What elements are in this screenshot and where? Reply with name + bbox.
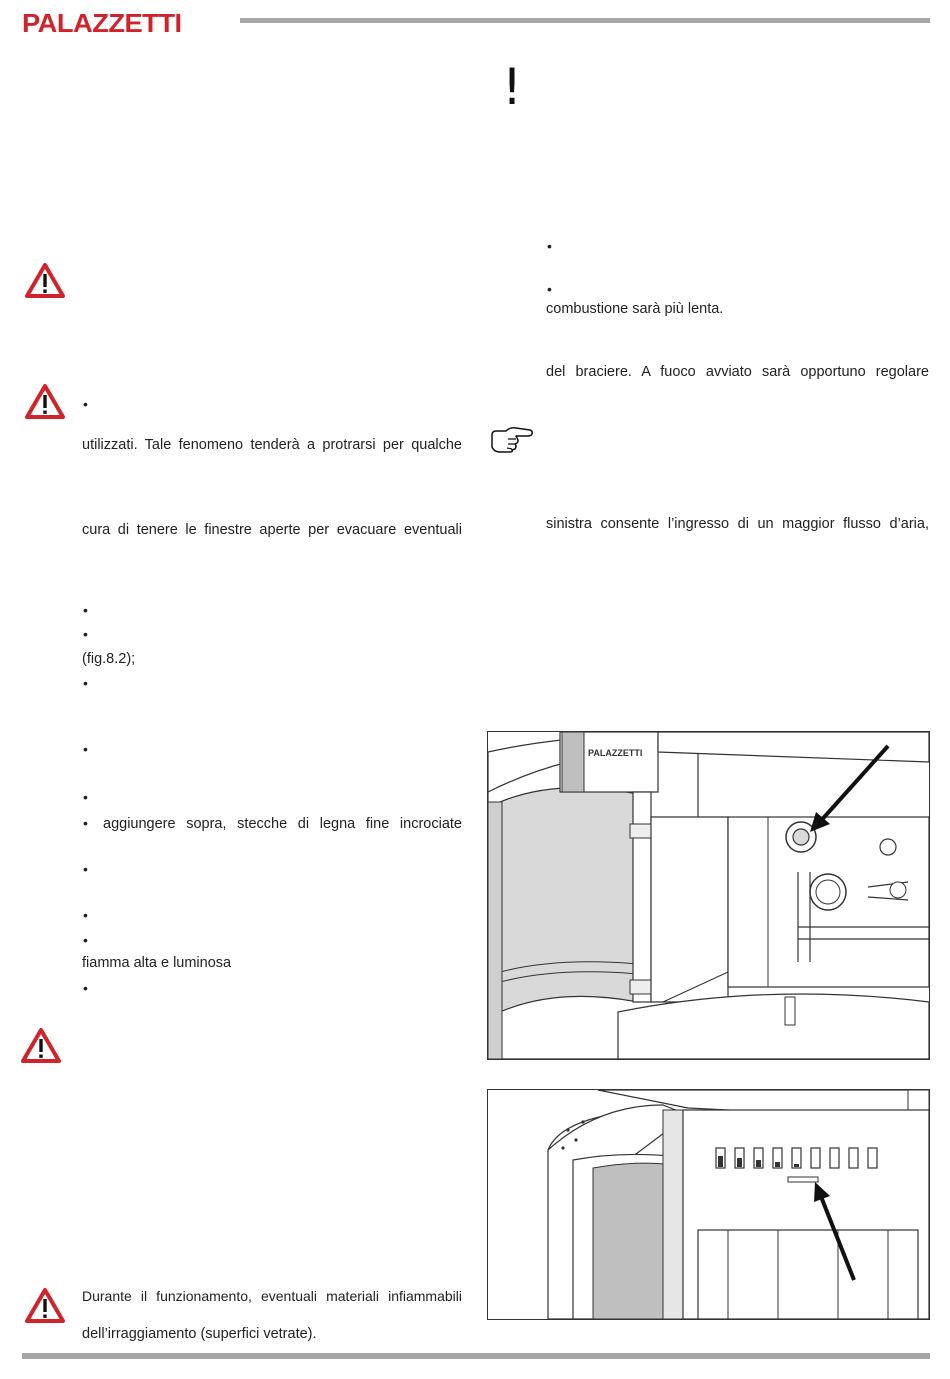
warning-triangle-icon bbox=[24, 1287, 66, 1325]
figure-brand-label: PALAZZETTI bbox=[588, 748, 643, 758]
figure-stove-air-slots bbox=[487, 1089, 930, 1320]
bullet: • bbox=[83, 861, 88, 877]
bullet: • bbox=[83, 396, 88, 412]
bullet: • bbox=[547, 281, 552, 297]
text-line: sinistra consente l’ingresso di un maggior flusso d’aria, bbox=[546, 516, 929, 532]
text-line: utilizzati. Tale fenomeno tenderà a protrarsi per qualche bbox=[82, 437, 462, 453]
bullet: • bbox=[83, 932, 88, 948]
exclamation-mark: ! bbox=[502, 58, 523, 116]
bullet: • bbox=[83, 626, 88, 642]
text-line: Durante il funzionamento, eventuali materiali infiammabili bbox=[82, 1288, 462, 1304]
text-line: (fig.8.2); bbox=[82, 651, 136, 667]
header-rule bbox=[240, 18, 930, 23]
pointing-hand-icon bbox=[490, 425, 534, 453]
bullet: • bbox=[83, 789, 88, 805]
text-line: del braciere. A fuoco avviato sarà opportuno regolare bbox=[546, 364, 929, 380]
footer-rule bbox=[22, 1353, 930, 1359]
bullet: • bbox=[83, 741, 88, 757]
warning-triangle-icon bbox=[24, 383, 66, 421]
text-line: dell’irraggiamento (superfici vetrate). bbox=[82, 1326, 317, 1342]
brand-logo: PALAZZETTI bbox=[22, 8, 182, 38]
bullet: • bbox=[83, 815, 88, 831]
warning-triangle-icon bbox=[20, 1027, 62, 1065]
bullet: • bbox=[83, 675, 88, 691]
text-line: cura di tenere le finestre aperte per evacuare eventuali bbox=[82, 522, 462, 538]
figure-stove-door-open bbox=[487, 731, 930, 1060]
text-line: aggiungere sopra, stecche di legna fine incrociate bbox=[103, 816, 462, 832]
bullet: • bbox=[547, 238, 552, 254]
bullet: • bbox=[83, 602, 88, 618]
text-line: combustione sarà più lenta. bbox=[546, 301, 724, 317]
text-line: fiamma alta e luminosa bbox=[82, 955, 232, 971]
warning-triangle-icon bbox=[24, 262, 66, 300]
bullet: • bbox=[83, 980, 88, 996]
bullet: • bbox=[83, 907, 88, 923]
